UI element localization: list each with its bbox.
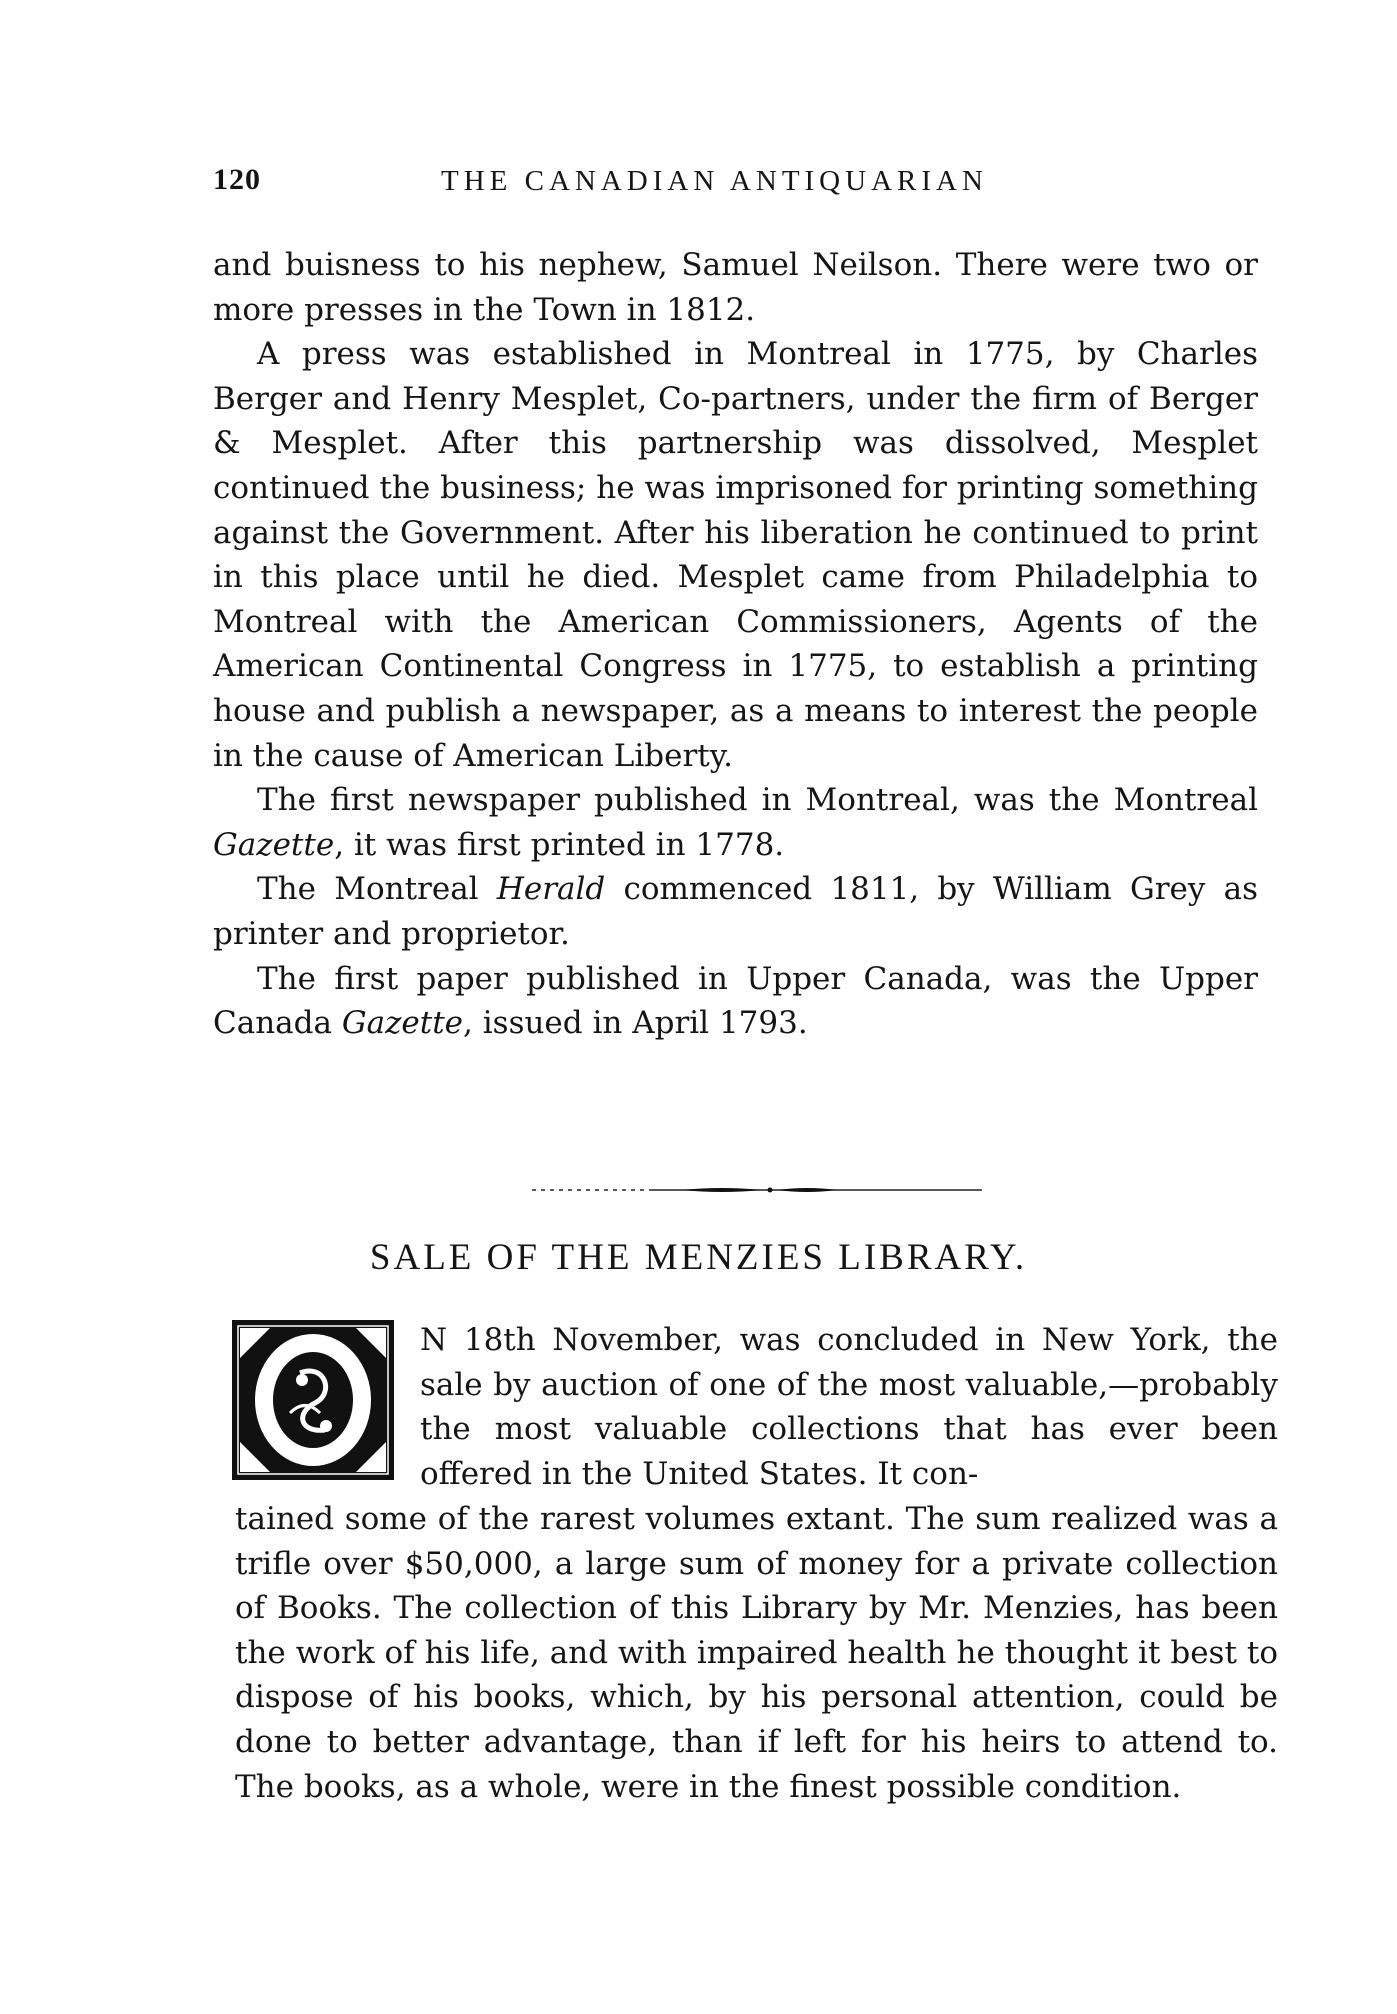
section-intro-text: N 18th November, was concluded in New York, the sale by auction of one of the most valuable,—probably the most valuable collections that has ever been offered in the United States. It con- <box>420 1322 1278 1492</box>
paragraph-5-text: The first paper published in Upper Canada, was the Upper Canada <box>213 960 1258 1042</box>
paragraph-5-italic: Gazette <box>341 1005 464 1042</box>
article-body <box>213 243 1258 1046</box>
section-intro-wrapped <box>420 1318 1278 1496</box>
paragraph-3-text-end: , it was first printed in 1778. <box>334 826 785 863</box>
paragraph-5-text-end: , issued in April 1793. <box>463 1005 808 1042</box>
paragraph-5 <box>213 957 1258 1046</box>
paragraph-3-text: The first newspaper published in Montreal, was the Montreal <box>257 782 1258 819</box>
section-divider-ornament <box>532 1185 982 1195</box>
ornamental-initial-o <box>230 1318 396 1482</box>
page-number: 120 <box>213 163 261 196</box>
paragraph-4-italic: Herald <box>496 871 606 908</box>
section-title: SALE OF THE MENZIES LIBRARY. <box>369 1237 1028 1278</box>
paragraph-4-text-end: commenced 1811, by William Grey as printer and proprietor. <box>213 871 1259 952</box>
paragraph-4-text: The Montreal <box>257 871 497 908</box>
section-body <box>235 1497 1278 1809</box>
section-body-text: tained some of the rarest volumes extant. The sum realized was a trifle over $50,000, a large sum of money for a private collection of Books. The collection of this Library by Mr. Menzies, has been the work of his life, and with impaired health he thought it best to dispose of his books, which, by his personal attention, could be done to better advantage, than if left for his heirs to attend to. The books, as a whole, were in the finest possible condition. <box>235 1501 1278 1805</box>
paragraph-3 <box>213 778 1258 867</box>
paragraph-4 <box>213 867 1258 956</box>
page-header <box>213 163 1213 203</box>
paragraph-3-italic: Gazette <box>213 826 335 863</box>
running-title: THE CANADIAN ANTIQUARIAN <box>441 165 988 197</box>
paragraph-1: and buisness to his nephew, Samuel Neilson. There were two or more presses in the Town in 1812. <box>213 247 1258 328</box>
paragraph-2: A press was established in Montreal in 1775, by Charles Berger and Henry Mesplet, Co-partners, under the firm of Berger & Mesplet. After this partnership was dissolved, Mesplet continued the business; he was imprisoned for printing something against the Government. After his liberation he continued to print in this place until he died. Mesplet came from Philadelphia to Montreal with the American Commissioners, Agents of the American Continental Congress in 1775, to establish a printing house and publish a newspaper, as a means to interest the people in the cause of American Liberty. <box>213 336 1258 774</box>
